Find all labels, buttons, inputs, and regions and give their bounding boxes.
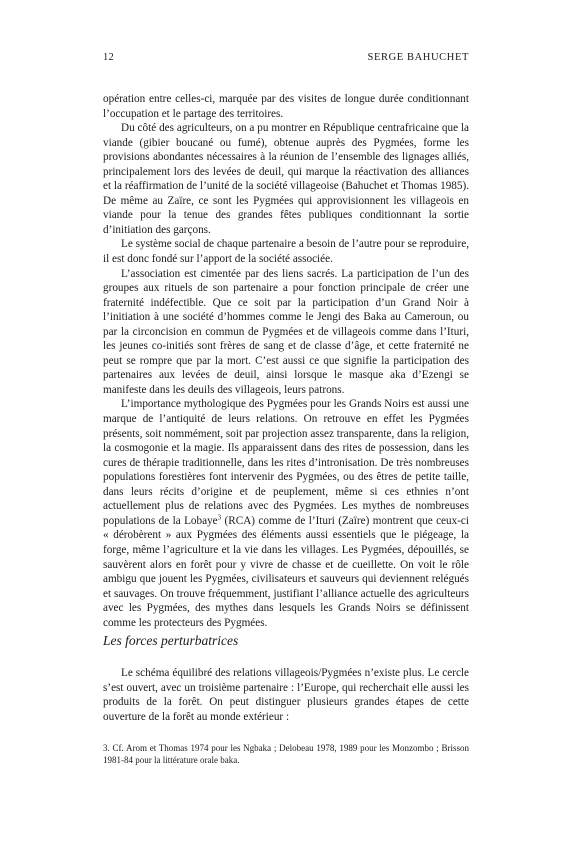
running-head-author: SERGE BAHUCHET xyxy=(367,52,469,63)
paragraph-2: Du côté des agriculteurs, on a pu montrer en République centrafricaine que la viande (gibier boucané ou fumé), obtenue auprès des Pygmées, forme les provisions abondantes nécessaires à la réunion de l’ensemble des lignages alliés, principalement lors des levées de deuil, qui marque la réactivation des alliances et la réaffirmation de l’unité de la société villageoise (Bahuchet et Thomas 1985). De même au Zaïre, ce sont les Pygmées qui approvisionnent les villageois en viande pour la tenue des grandes fêtes publiques conditionnant la sortie d’initiation des garçons. xyxy=(103,122,469,236)
main-text xyxy=(103,92,469,630)
paragraph-4: L’association est cimentée par des liens sacrés. La participation de l’un des groupes aux rituels de son partenaire a pour fonction principale de créer une fraternité indéfectible. Que ce soit par la participation d’un Grand Noir à l’initiation à une société d’hommes comme le Jengi des Baka au Cameroun, ou par la circoncision en commun de Pygmées et de villageois comme dans l’Ituri, les jeunes co-initiés sont frères de sang et de classe d’âge, et cette fraternité ne peut se rompre que par la mort. C’est aussi ce que signifie la participation des partenaires aux levées de deuil, ainsi lorsque le masque aka d’Ezengi se manifeste dans les deuils des villageois, leurs patrons. xyxy=(103,267,469,396)
paragraph-3: Le système social de chaque partenaire a besoin de l’autre pour se reproduire, il est donc fondé sur l’apport de la société associée. xyxy=(103,238,469,266)
paragraph-1: opération entre celles-ci, marquée par des visites de longue durée conditionnant l’occupation et le partage des territoires. xyxy=(103,93,469,120)
paragraph-5 xyxy=(103,397,469,630)
section-heading: Les forces perturbatrices xyxy=(103,633,239,648)
section-text xyxy=(103,666,469,724)
page-number: 12 xyxy=(103,52,115,63)
footnote-reference[interactable]: 3 xyxy=(217,513,222,522)
section-paragraph: Le schéma équilibré des relations villageois/Pygmées n’existe plus. Le cercle s’est ouvert, avec un troisième partenaire : l’Europe, qui recherchait elle aussi les produits de la forêt. On peut distinguer plusieurs grandes étapes de cette ouverture de la forêt au monde extérieur : xyxy=(103,667,469,723)
paragraph-5-part-2: (RCA) comme de l’Ituri (Zaïre) montrent que ceux-ci « dérobèrent » aux Pygmées des éléments aussi essentiels que le piégeage, la forge, même l’agriculture et la vie dans les villages. Les Pygmées, dépouillés, se sauvèrent alors en forêt pour y vivre de chasse et de cueillette. On voit le rôle ambigu que jouent les Pygmées, civilisateurs et sauveurs qui deviennent relégués et sauvages. On trouve fréquemment, justifiant l’alliance actuelle des agriculteurs avec les Pygmées, des mythes dans lesquels les Grands Noirs se définissent comme les protecteurs des Pygmées. xyxy=(103,514,469,629)
footnote: 3. Cf. Arom et Thomas 1974 pour les Ngbaka ; Delobeau 1978, 1989 pour les Monzombo ; Brisson 1981-84 pour la littérature orale baka. xyxy=(103,743,469,765)
paragraph-5-part-1: L’importance mythologique des Pygmées pour les Grands Noirs est aussi une marque de l’antiquité de leurs relations. On retrouve en effet les Pygmées présents, soit nommément, soit par projection assez transparente, dans la religion, la cosmogonie et la magie. Ils apparaissent dans des rites de possession, dans les cures de thérapie traditionnelle, dans les rites d’intronisation. De très nombreuses populations forestières font intervenir des Pygmées, ou des êtres de petite taille, dans leurs récits d’origine et de peuplement, même si ces ethnies n’ont actuellement plus de relations avec des Pygmées. Les mythes de nombreuses populations de la Lobaye xyxy=(103,398,469,527)
